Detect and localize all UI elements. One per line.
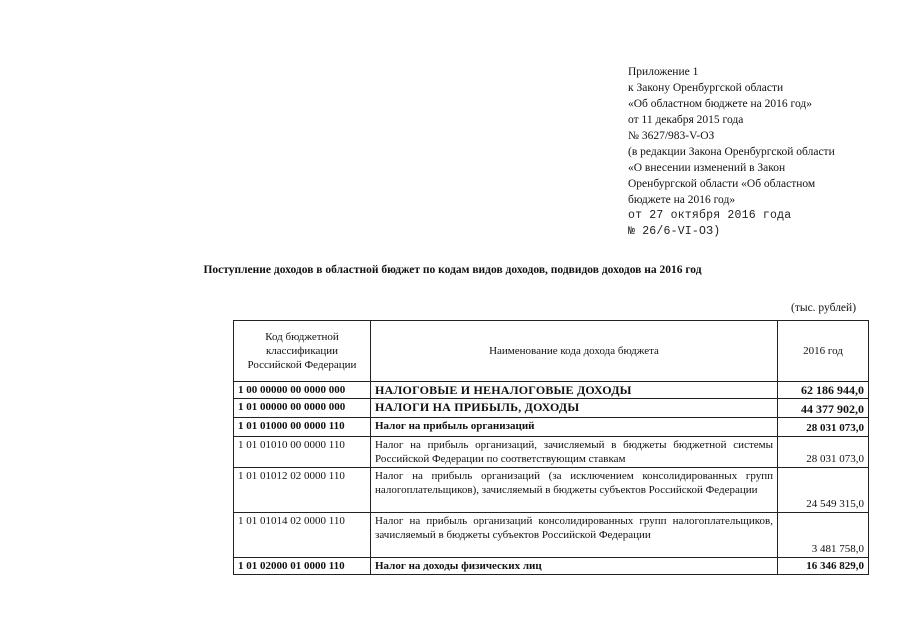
row-value: 62 186 944,0 — [778, 382, 869, 399]
row-code: 1 01 00000 00 0000 000 — [234, 399, 371, 418]
table-row — [234, 399, 869, 418]
table-row — [234, 418, 869, 437]
amendment-number: № 26/6-VI-ОЗ) — [628, 225, 721, 238]
table-row — [234, 513, 869, 558]
appendix-line: от 11 декабря 2015 года — [628, 114, 744, 126]
row-code: 1 01 01010 00 0000 110 — [234, 437, 371, 468]
row-value: 3 481 758,0 — [778, 513, 869, 558]
row-name: Налог на доходы физических лиц — [371, 558, 778, 575]
appendix-line: к Закону Оренбургской области — [628, 82, 784, 94]
header-value: 2016 год — [778, 321, 869, 382]
appendix-line: бюджете на 2016 год» — [628, 194, 736, 206]
row-code: 1 01 01014 02 0000 110 — [234, 513, 371, 558]
row-name: НАЛОГОВЫЕ И НЕНАЛОГОВЫЕ ДОХОДЫ — [371, 382, 778, 399]
row-name: НАЛОГИ НА ПРИБЫЛЬ, ДОХОДЫ — [371, 399, 778, 418]
revenue-table — [233, 320, 869, 575]
appendix-line: «Об областном бюджете на 2016 год» — [628, 98, 812, 110]
row-name: Налог на прибыль организаций консолидированных групп налогоплательщиков, зачисляемый в бюджеты субъектов Российской Федерации — [371, 513, 778, 558]
table-row — [234, 437, 869, 468]
appendix-line: № 3627/983-V-ОЗ — [628, 130, 715, 142]
table-row — [234, 382, 869, 399]
header-code: Код бюджетной классификации Российской Федерации — [234, 321, 371, 382]
row-name: Налог на прибыль организаций — [371, 418, 778, 437]
row-value: 16 346 829,0 — [778, 558, 869, 575]
row-code: 1 00 00000 00 0000 000 — [234, 382, 371, 399]
row-name: Налог на прибыль организаций (за исключением консолидированных групп налогоплательщиков), зачисляемый в бюджеты субъектов Российской Федерации — [371, 468, 778, 513]
row-value: 44 377 902,0 — [778, 399, 869, 418]
table-row — [234, 468, 869, 513]
units-label: (тыс. рублей) — [791, 302, 857, 314]
document-title: Поступление доходов в областной бюджет по кодам видов доходов, подвидов доходов на 2016 год — [203, 264, 702, 276]
appendix-line: (в редакции Закона Оренбургской области — [628, 146, 835, 158]
table-header-row — [234, 321, 869, 382]
row-code: 1 01 01012 02 0000 110 — [234, 468, 371, 513]
row-name: Налог на прибыль организаций, зачисляемый в бюджеты бюджетной системы Российской Федерации по соответствующим ставкам — [371, 437, 778, 468]
header-name: Наименование кода дохода бюджета — [371, 321, 778, 382]
appendix-line: Приложение 1 — [628, 66, 699, 78]
amendment-date: от 27 октября 2016 года — [628, 209, 792, 222]
row-value: 28 031 073,0 — [778, 418, 869, 437]
table-row — [234, 558, 869, 575]
row-code: 1 01 02000 01 0000 110 — [234, 558, 371, 575]
appendix-block — [628, 64, 835, 240]
appendix-line: «О внесении изменений в Закон — [628, 162, 786, 174]
appendix-line: Оренбургской области «Об областном — [628, 178, 816, 190]
row-value: 24 549 315,0 — [778, 468, 869, 513]
row-value: 28 031 073,0 — [778, 437, 869, 468]
row-code: 1 01 01000 00 0000 110 — [234, 418, 371, 437]
